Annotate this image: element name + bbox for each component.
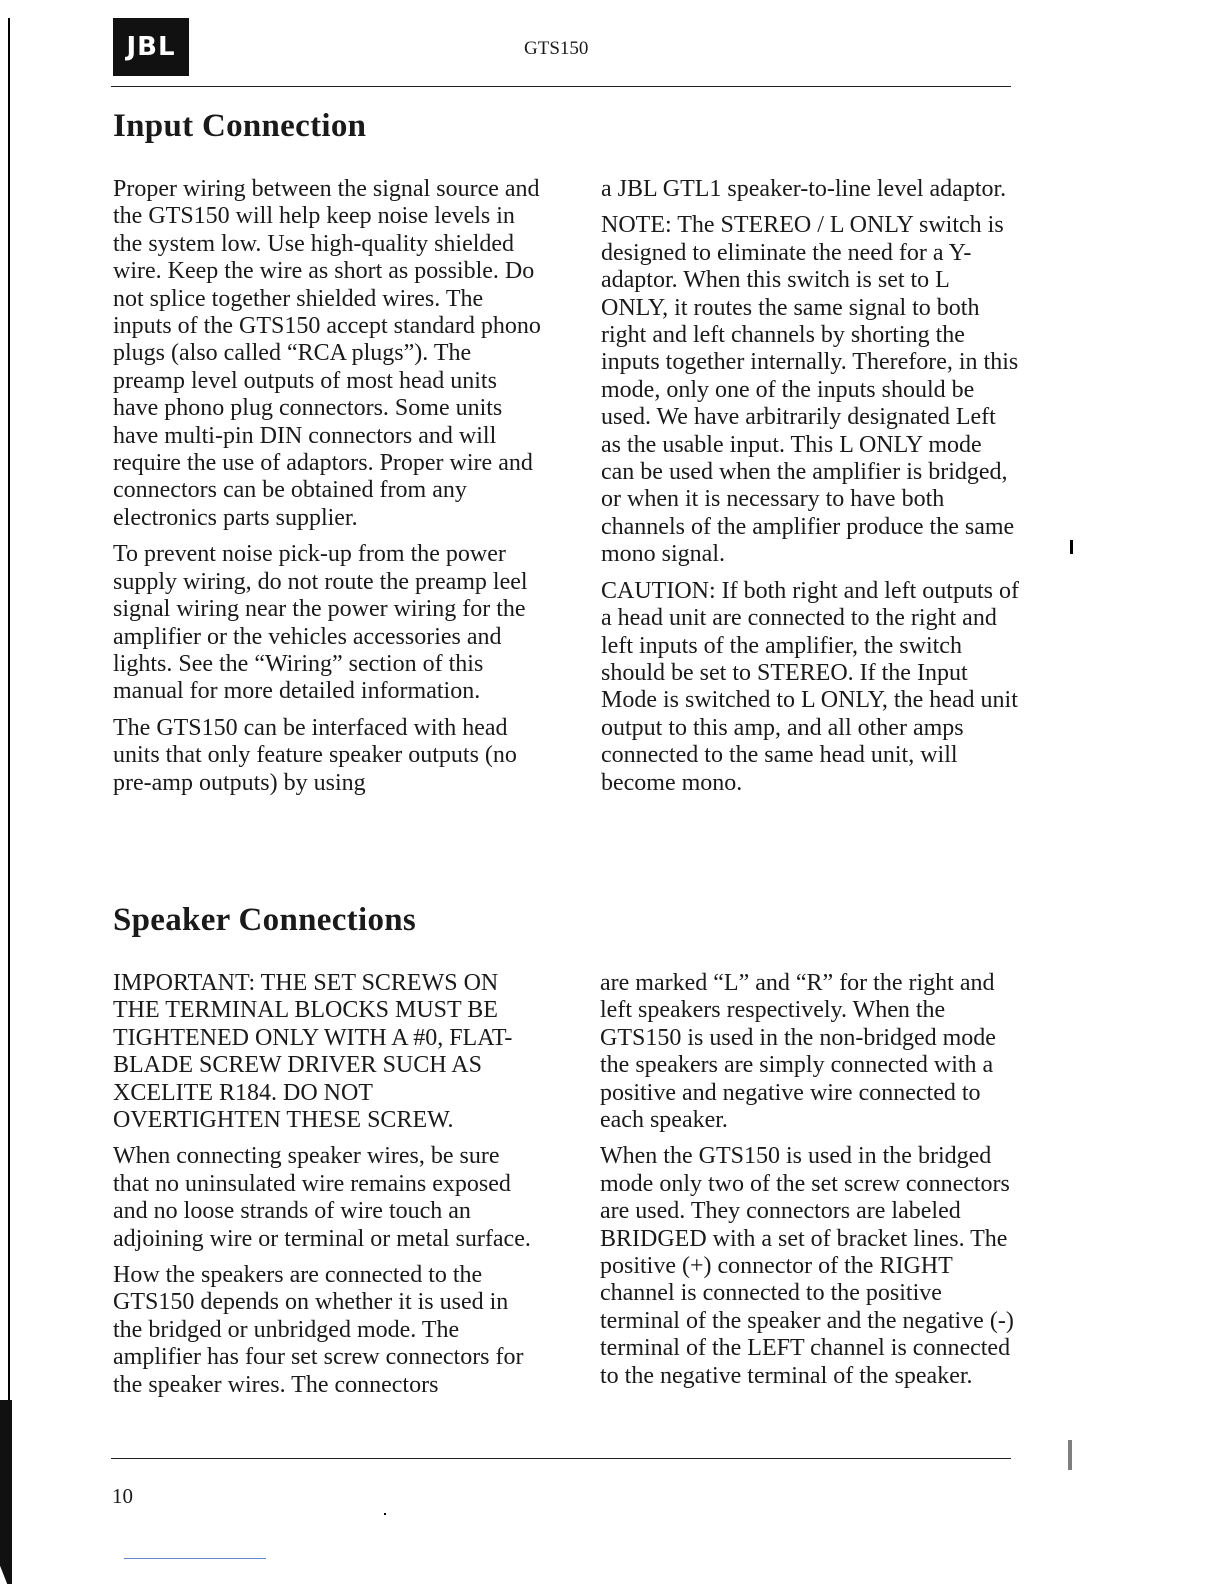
- scan-edge: [8, 18, 14, 1578]
- speaker-connections-right-column: [600, 970, 1018, 1399]
- paragraph: To prevent noise pick-up from the power supply wiring, do not route the preamp leel signal wiring near the power wiring for the amplifier or the vehicles accessories and lights. See the “Wiring” section of this manual for more detailed information.: [113, 541, 528, 705]
- paragraph: are marked “L” and “R” for the right and left speakers respectively. When the GTS150 is used in the non-bridged mode the speakers are simply connected with a positive and negative wire connected to each speaker.: [600, 970, 996, 1134]
- scan-line: [124, 1558, 266, 1559]
- speaker-connections-left-column: [113, 970, 541, 1408]
- paragraph: CAUTION: If both right and left outputs of a head unit are connected to the right and left inputs of the amplifier, the switch should be set to STEREO. If the Input Mode is switched to L ONLY, the head unit output to this amp, and all other amps connected to the same head unit, will become mono.: [601, 577, 1019, 796]
- input-connection-left-column: [113, 176, 541, 806]
- jbl-logo: JBL: [113, 18, 189, 76]
- header-rule: [111, 86, 1011, 87]
- paragraph: a JBL GTL1 speaker-to-line level adaptor.: [601, 176, 1007, 202]
- section-title-speaker-connections: Speaker Connections: [113, 902, 417, 938]
- paragraph: Proper wiring between the signal source and the GTS150 will help keep noise levels in the system low. Use high-quality shielded wire. Keep the wire as short as possible. Do not splice together shielded wires. The inputs of the GTS150 accept standard phono plugs (also called “RCA plugs”). The preamp level outputs of most head units have phono plug connectors. Some units have multi-pin DIN connectors and will require the use of adaptors. Proper wire and connectors can be obtained from any electronics parts supplier.: [113, 176, 541, 531]
- scan-speck: [1068, 1440, 1072, 1470]
- paragraph: When connecting speaker wires, be sure that no uninsulated wire remains exposed and no loose strands of wire touch an adjoining wire or terminal or metal surface.: [113, 1143, 531, 1252]
- scan-speck: [384, 1513, 386, 1515]
- page-number: 10: [112, 1484, 133, 1508]
- paragraph: How the speakers are connected to the GTS150 depends on whether it is used in the bridged or unbridged mode. The amplifier has four set screw connectors for the speaker wires. The connectors: [113, 1262, 524, 1398]
- footer-rule: [111, 1458, 1011, 1459]
- paragraph: NOTE: The STEREO / L ONLY switch is designed to eliminate the need for a Y-adaptor. When this switch is set to L ONLY, it routes the same signal to both right and left channels by shorting the inputs together internally. Therefore, in this mode, only one of the inputs should be used. We have arbitrarily designated Left as the usable input. This L ONLY mode can be used when the amplifier is bridged, or when it is necessary to have both channels of the amplifier produce the same mono signal.: [601, 212, 1019, 568]
- model-name: GTS150: [524, 38, 589, 59]
- paragraph: When the GTS150 is used in the bridged mode only two of the set screw connectors are used. They connectors are labeled BRIDGED with a set of bracket lines. The positive (+) connector of the RIGHT channel is connected to the positive terminal of the speaker and the negative (-) terminal of the LEFT channel is connected to the negative terminal of the speaker.: [600, 1143, 1014, 1389]
- paragraph: The GTS150 can be interfaced with head units that only feature speaker outputs (no pre-amp outputs) by using: [113, 714, 517, 796]
- scan-speck: [1070, 540, 1073, 554]
- input-connection-right-column: [601, 176, 1019, 806]
- paragraph: IMPORTANT: THE SET SCREWS ON THE TERMINAL BLOCKS MUST BE TIGHTENED ONLY WITH A #0, FLAT-BLADE SCREW DRIVER SUCH AS XCELITE R184. DO NOT OVERTIGHTEN THESE SCREW.: [113, 970, 513, 1134]
- section-title-input-connection: Input Connection: [113, 108, 367, 144]
- scan-edge-shadow: [0, 1400, 12, 1584]
